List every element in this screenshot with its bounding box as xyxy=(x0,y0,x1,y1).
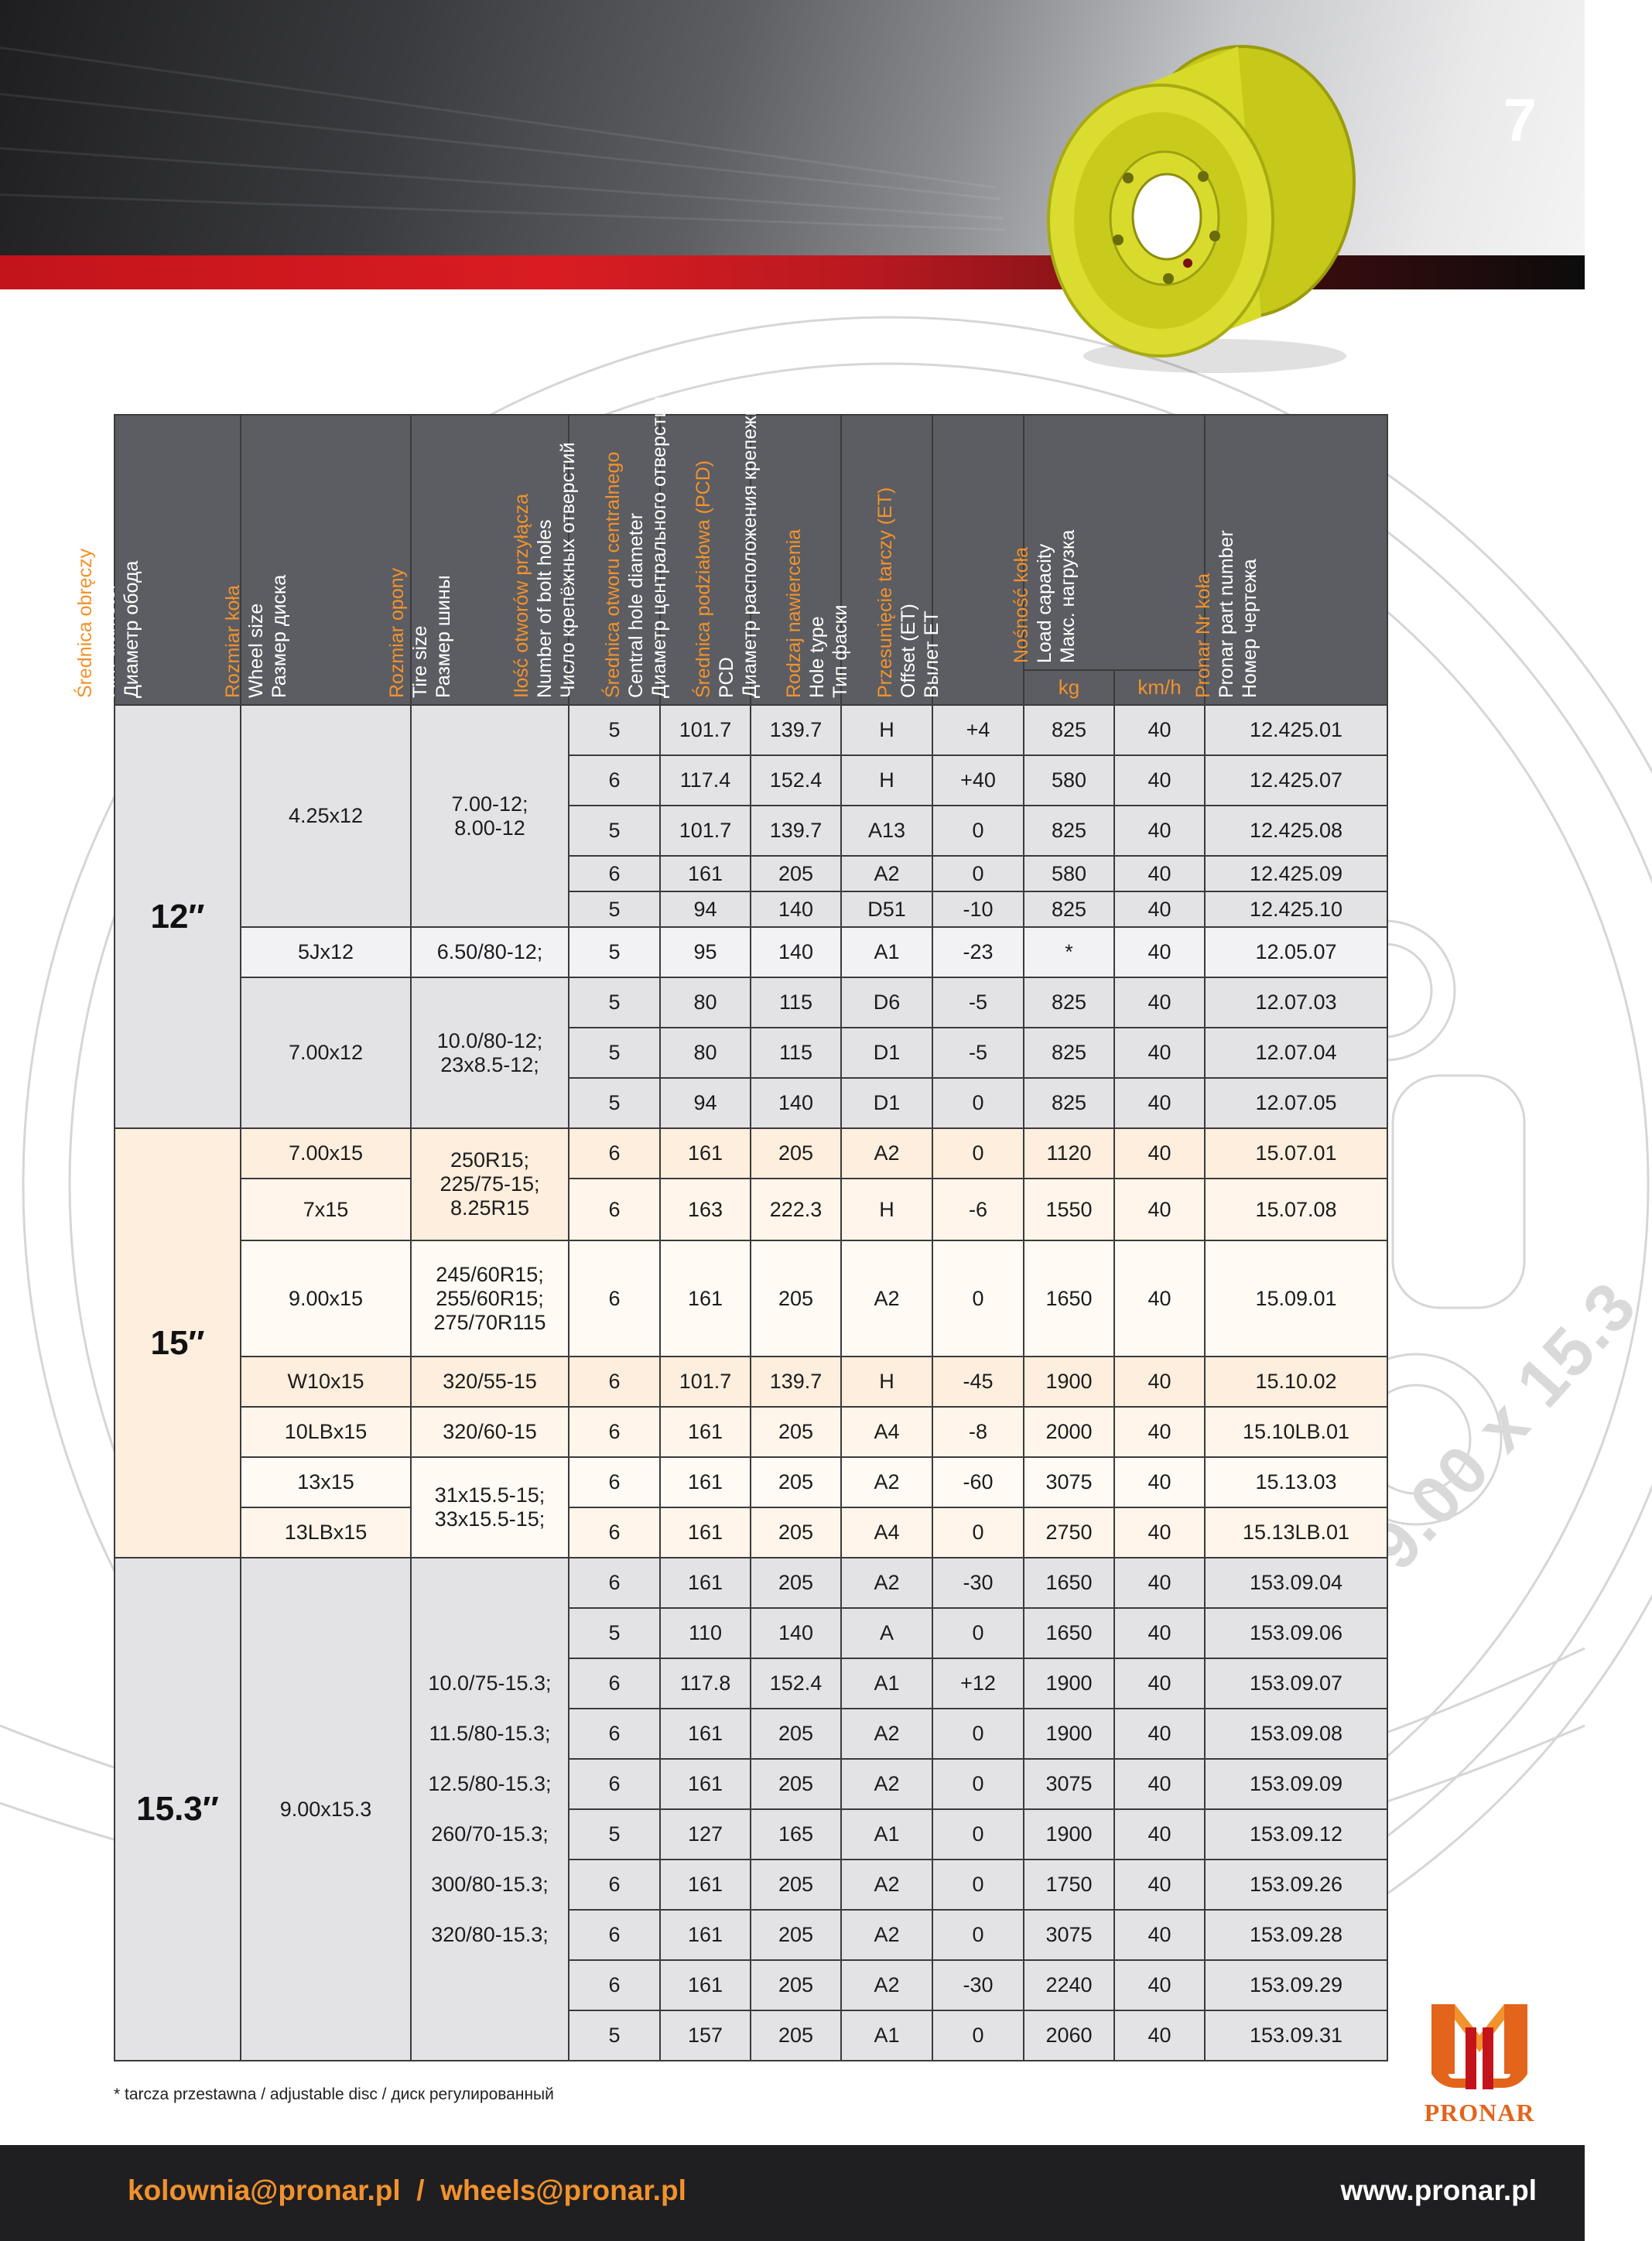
cell-pcd: 205 xyxy=(751,1558,841,1608)
cell-pcd: 139.7 xyxy=(751,1357,841,1407)
cell-load-kg: 1120 xyxy=(1024,1128,1114,1179)
footer xyxy=(0,2145,1585,2241)
cell-load-kg: 2060 xyxy=(1024,2010,1114,2061)
cell-pcd: 205 xyxy=(751,1960,841,2010)
cell-central-hole: 101.7 xyxy=(660,1357,751,1407)
cell-part-number: 153.09.29 xyxy=(1205,1960,1387,2010)
cell-holes: 5 xyxy=(569,891,660,927)
cell-speed: 40 xyxy=(1114,1860,1205,1910)
cell-pcd: 140 xyxy=(751,891,841,927)
cell-holes: 6 xyxy=(569,1960,660,2010)
wheel-size-cell: 10LBx15 xyxy=(241,1407,411,1457)
cell-central-hole: 161 xyxy=(660,1960,751,2010)
page-number: 7 xyxy=(1503,86,1537,154)
wheel-size-cell: 7.00x12 xyxy=(241,977,411,1128)
cell-offset: -45 xyxy=(932,1357,1024,1407)
wheel-image xyxy=(1029,39,1362,379)
cell-load-kg: 825 xyxy=(1024,1078,1114,1128)
cell-load-kg: 1900 xyxy=(1024,1809,1114,1860)
cell-speed: 40 xyxy=(1114,977,1205,1028)
wheel-size-cell: 13x15 xyxy=(241,1457,411,1507)
cell-hole-type: A13 xyxy=(841,806,932,856)
cell-hole-type: A2 xyxy=(841,1240,932,1357)
cell-pcd: 205 xyxy=(751,1860,841,1910)
wheel-size-cell: 9.00x15.3 xyxy=(241,1558,411,2061)
cell-offset: -5 xyxy=(932,1028,1024,1078)
cell-load-kg: 1650 xyxy=(1024,1240,1114,1357)
cell-pcd: 115 xyxy=(751,977,841,1028)
cell-central-hole: 80 xyxy=(660,1028,751,1078)
cell-holes: 6 xyxy=(569,1558,660,1608)
cell-central-hole: 161 xyxy=(660,1407,751,1457)
cell-offset: -23 xyxy=(932,927,1024,977)
cell-load-kg: 1750 xyxy=(1024,1860,1114,1910)
header-hole-type: Rodzaj nawiercenia Hole type Тип фаски xyxy=(841,415,932,705)
cell-offset: 0 xyxy=(932,1078,1024,1128)
cell-offset: -10 xyxy=(932,891,1024,927)
cell-central-hole: 101.7 xyxy=(660,705,751,755)
header-central-hole: Średnica otworu centralnego Central hole diameter Диаметр центрального отверстия xyxy=(660,415,751,705)
cell-hole-type: A1 xyxy=(841,1809,932,1860)
cell-hole-type: A2 xyxy=(841,1910,932,1960)
cell-central-hole: 161 xyxy=(660,1128,751,1179)
cell-speed: 40 xyxy=(1114,1658,1205,1709)
cell-pcd: 152.4 xyxy=(751,755,841,806)
cell-offset: -5 xyxy=(932,977,1024,1028)
wheel-spec-table xyxy=(74,381,1388,2061)
cell-speed: 40 xyxy=(1114,1028,1205,1078)
cell-central-hole: 161 xyxy=(660,1709,751,1759)
cell-part-number: 15.07.01 xyxy=(1205,1128,1387,1179)
cell-load-kg: 1900 xyxy=(1024,1357,1114,1407)
cell-load-kg: 825 xyxy=(1024,705,1114,755)
cell-speed: 40 xyxy=(1114,806,1205,856)
cell-central-hole: 110 xyxy=(660,1608,751,1658)
cell-central-hole: 101.7 xyxy=(660,806,751,856)
cell-hole-type: A4 xyxy=(841,1507,932,1558)
cell-pcd: 222.3 xyxy=(751,1179,841,1240)
cell-load-kg: 1550 xyxy=(1024,1179,1114,1240)
cell-offset: 0 xyxy=(932,1240,1024,1357)
cell-part-number: 153.09.26 xyxy=(1205,1860,1387,1910)
cell-hole-type: A xyxy=(841,1608,932,1658)
cell-hole-type: A4 xyxy=(841,1407,932,1457)
rim-12: 12″ xyxy=(115,705,241,1128)
cell-holes: 6 xyxy=(569,1507,660,1558)
cell-holes: 6 xyxy=(569,856,660,891)
cell-central-hole: 157 xyxy=(660,2010,751,2061)
cell-central-hole: 80 xyxy=(660,977,751,1028)
cell-hole-type: H xyxy=(841,705,932,755)
cell-hole-type: A2 xyxy=(841,1759,932,1809)
cell-holes: 6 xyxy=(569,1910,660,1960)
cell-speed: 40 xyxy=(1114,1558,1205,1608)
cell-offset: 0 xyxy=(932,1860,1024,1910)
cell-load-kg: 825 xyxy=(1024,1028,1114,1078)
cell-load-kg: 1900 xyxy=(1024,1709,1114,1759)
cell-offset: 0 xyxy=(932,1507,1024,1558)
cell-holes: 5 xyxy=(569,977,660,1028)
header-tire-size: Rozmiar opony Tire size Размер шины xyxy=(411,415,569,705)
footer-emails[interactable]: kolownia@pronar.pl / wheels@pronar.pl xyxy=(128,2174,686,2206)
cell-hole-type: A1 xyxy=(841,2010,932,2061)
logo-text: PRONAR xyxy=(1424,2099,1535,2126)
cell-pcd: 205 xyxy=(751,1910,841,1960)
cell-central-hole: 127 xyxy=(660,1809,751,1860)
cell-pcd: 205 xyxy=(751,1457,841,1507)
tire-size-cell: 245/60R15; 255/60R15; 275/70R115 xyxy=(411,1240,569,1357)
rim-15: 15″ xyxy=(115,1128,241,1558)
cell-part-number: 12.05.07 xyxy=(1205,927,1387,977)
cell-part-number: 15.10LB.01 xyxy=(1205,1407,1387,1457)
wheel-size-cell: 7x15 xyxy=(241,1179,411,1240)
cell-speed: 40 xyxy=(1114,1457,1205,1507)
wheel-size-cell: W10x15 xyxy=(241,1357,411,1407)
cell-offset: -60 xyxy=(932,1457,1024,1507)
unit-kg: kg xyxy=(1024,670,1114,705)
cell-pcd: 140 xyxy=(751,1608,841,1658)
cell-load-kg: 3075 xyxy=(1024,1457,1114,1507)
cell-offset: 0 xyxy=(932,1128,1024,1179)
cell-central-hole: 117.4 xyxy=(660,755,751,806)
cell-speed: 40 xyxy=(1114,1179,1205,1240)
cell-speed: 40 xyxy=(1114,1910,1205,1960)
cell-pcd: 115 xyxy=(751,1028,841,1078)
wheel-size-cell: 9.00x15 xyxy=(241,1240,411,1357)
tire-size-cell: 6.50/80-12; xyxy=(411,927,569,977)
cell-speed: 40 xyxy=(1114,1078,1205,1128)
header-bolt-holes: Ilość otworów przyłącza Number of bolt holes Число крепёжных отверстий xyxy=(569,415,660,705)
cell-central-hole: 161 xyxy=(660,856,751,891)
cell-offset: 0 xyxy=(932,1709,1024,1759)
cell-holes: 5 xyxy=(569,927,660,977)
cell-holes: 6 xyxy=(569,1128,660,1179)
tire-size-cell: 7.00-12; 8.00-12 xyxy=(411,705,569,927)
cell-part-number: 153.09.08 xyxy=(1205,1709,1387,1759)
cell-pcd: 205 xyxy=(751,1709,841,1759)
cell-hole-type: A2 xyxy=(841,1128,932,1179)
cell-pcd: 205 xyxy=(751,2010,841,2061)
cell-speed: 40 xyxy=(1114,1240,1205,1357)
cell-load-kg: 1650 xyxy=(1024,1608,1114,1658)
cell-part-number: 153.09.07 xyxy=(1205,1658,1387,1709)
cell-pcd: 165 xyxy=(751,1809,841,1860)
cell-hole-type: D1 xyxy=(841,1028,932,1078)
cell-part-number: 12.425.08 xyxy=(1205,806,1387,856)
cell-part-number: 153.09.06 xyxy=(1205,1608,1387,1658)
cell-hole-type: D6 xyxy=(841,977,932,1028)
cell-offset: 0 xyxy=(932,2010,1024,2061)
tire-size-cell: 250R15; 225/75-15; 8.25R15 xyxy=(411,1128,569,1240)
cell-part-number: 153.09.31 xyxy=(1205,2010,1387,2061)
cell-part-number: 15.07.08 xyxy=(1205,1179,1387,1240)
cell-offset: -8 xyxy=(932,1407,1024,1457)
cell-offset: +12 xyxy=(932,1658,1024,1709)
cell-part-number: 12.425.10 xyxy=(1205,891,1387,927)
cell-pcd: 205 xyxy=(751,856,841,891)
cell-central-hole: 161 xyxy=(660,1910,751,1960)
cell-holes: 5 xyxy=(569,705,660,755)
cell-part-number: 153.09.09 xyxy=(1205,1759,1387,1809)
cell-holes: 6 xyxy=(569,1759,660,1809)
cell-pcd: 205 xyxy=(751,1759,841,1809)
header-rim-diameter: Średnica obręczy Rim diameter Диаметр обода xyxy=(115,415,241,705)
cell-hole-type: A2 xyxy=(841,1709,932,1759)
footer-website[interactable]: www.pronar.pl xyxy=(1340,2174,1537,2206)
cell-pcd: 139.7 xyxy=(751,806,841,856)
footnote: * tarcza przestawna / adjustable disc / диск регулированный xyxy=(114,2085,554,2103)
unit-kmh: km/h xyxy=(1114,670,1205,705)
cell-holes: 6 xyxy=(569,1240,660,1357)
cell-pcd: 140 xyxy=(751,1078,841,1128)
cell-hole-type: A2 xyxy=(841,856,932,891)
cell-load-kg: 3075 xyxy=(1024,1910,1114,1960)
tire-size-cell: 320/55-15 xyxy=(411,1357,569,1407)
cell-offset: -30 xyxy=(932,1558,1024,1608)
header-pcd: Średnica podziałowa (PCD) PCD Диаметр расположения крепежных xyxy=(751,415,841,705)
cell-load-kg: * xyxy=(1024,927,1114,977)
cell-offset: -30 xyxy=(932,1960,1024,2010)
tire-size-cell: 320/60-15 xyxy=(411,1407,569,1457)
cell-hole-type: H xyxy=(841,755,932,806)
wheel-size-cell: 7.00x15 xyxy=(241,1128,411,1179)
cell-part-number: 153.09.04 xyxy=(1205,1558,1387,1608)
cell-central-hole: 94 xyxy=(660,1078,751,1128)
cell-hole-type: A1 xyxy=(841,1658,932,1709)
cell-speed: 40 xyxy=(1114,891,1205,927)
cell-central-hole: 94 xyxy=(660,891,751,927)
cell-load-kg: 1650 xyxy=(1024,1558,1114,1608)
cell-load-kg: 825 xyxy=(1024,806,1114,856)
cell-part-number: 153.09.12 xyxy=(1205,1809,1387,1860)
cell-holes: 6 xyxy=(569,1357,660,1407)
rim-15-3: 15.3″ xyxy=(115,1558,241,2061)
cell-central-hole: 163 xyxy=(660,1179,751,1240)
cell-load-kg: 2000 xyxy=(1024,1407,1114,1457)
cell-hole-type: H xyxy=(841,1357,932,1407)
cell-load-kg: 1900 xyxy=(1024,1658,1114,1709)
cell-offset: +4 xyxy=(932,705,1024,755)
cell-pcd: 205 xyxy=(751,1240,841,1357)
cell-load-kg: 580 xyxy=(1024,755,1114,806)
header-part-number: Pronar Nr koła Pronar part number Номер чертежа xyxy=(1205,415,1387,705)
tire-size-cell: 10.0/80-12; 23x8.5-12; xyxy=(411,977,569,1128)
cell-part-number: 15.13.03 xyxy=(1205,1457,1387,1507)
cell-hole-type: H xyxy=(841,1179,932,1240)
cell-central-hole: 161 xyxy=(660,1759,751,1809)
cell-central-hole: 161 xyxy=(660,1457,751,1507)
cell-speed: 40 xyxy=(1114,755,1205,806)
cell-holes: 5 xyxy=(569,1608,660,1658)
header-load-capacity: Nośność koła Load capacity Макс. нагрузка xyxy=(1024,415,1205,670)
cell-pcd: 139.7 xyxy=(751,705,841,755)
cell-load-kg: 2240 xyxy=(1024,1960,1114,2010)
tire-size-cell: 10.0/75-15.3; 11.5/80-15.3; 12.5/80-15.3; 260/70-15.3; 300/80-15.3; 320/80-15.3; xyxy=(411,1558,569,2061)
cell-speed: 40 xyxy=(1114,856,1205,891)
cell-holes: 5 xyxy=(569,2010,660,2061)
cell-holes: 6 xyxy=(569,1407,660,1457)
cell-holes: 5 xyxy=(569,806,660,856)
cell-offset: 0 xyxy=(932,1608,1024,1658)
tire-size-cell: 31x15.5-15; 33x15.5-15; xyxy=(411,1457,569,1558)
wheel-size-cell: 13LBx15 xyxy=(241,1507,411,1558)
cell-speed: 40 xyxy=(1114,1709,1205,1759)
cell-hole-type: D51 xyxy=(841,891,932,927)
cell-holes: 6 xyxy=(569,1179,660,1240)
cell-hole-type: A2 xyxy=(841,1457,932,1507)
cell-offset: -6 xyxy=(932,1179,1024,1240)
cell-hole-type: D1 xyxy=(841,1078,932,1128)
cell-part-number: 15.13LB.01 xyxy=(1205,1507,1387,1558)
cell-load-kg: 2750 xyxy=(1024,1507,1114,1558)
cell-central-hole: 161 xyxy=(660,1240,751,1357)
cell-offset: 0 xyxy=(932,1809,1024,1860)
cell-part-number: 12.425.07 xyxy=(1205,755,1387,806)
header-offset: Przesunięcie tarczy (ET) Offset (ET) Вылет ET xyxy=(932,415,1024,705)
background-size-label: 9.00 x 15.3 xyxy=(1354,1267,1651,1584)
cell-offset: 0 xyxy=(932,1759,1024,1809)
cell-load-kg: 580 xyxy=(1024,856,1114,891)
cell-pcd: 205 xyxy=(751,1507,841,1558)
cell-hole-type: A2 xyxy=(841,1860,932,1910)
cell-part-number: 153.09.28 xyxy=(1205,1910,1387,1960)
cell-pcd: 140 xyxy=(751,927,841,977)
cell-central-hole: 161 xyxy=(660,1507,751,1558)
cell-speed: 40 xyxy=(1114,1608,1205,1658)
cell-part-number: 15.09.01 xyxy=(1205,1240,1387,1357)
cell-hole-type: A2 xyxy=(841,1558,932,1608)
cell-holes: 5 xyxy=(569,1078,660,1128)
cell-holes: 6 xyxy=(569,1457,660,1507)
cell-speed: 40 xyxy=(1114,1507,1205,1558)
cell-load-kg: 825 xyxy=(1024,977,1114,1028)
cell-speed: 40 xyxy=(1114,1960,1205,2010)
cell-pcd: 205 xyxy=(751,1407,841,1457)
cell-part-number: 15.10.02 xyxy=(1205,1357,1387,1407)
cell-part-number: 12.425.01 xyxy=(1205,705,1387,755)
cell-central-hole: 161 xyxy=(660,1558,751,1608)
cell-offset: 0 xyxy=(932,1910,1024,1960)
header-wheel-size: Rozmiar koła Wheel size Размер диска xyxy=(241,415,411,705)
cell-central-hole: 95 xyxy=(660,927,751,977)
wheel-size-cell: 4.25x12 xyxy=(241,705,411,927)
cell-holes: 6 xyxy=(569,1658,660,1709)
cell-speed: 40 xyxy=(1114,705,1205,755)
cell-speed: 40 xyxy=(1114,1357,1205,1407)
cell-part-number: 12.07.05 xyxy=(1205,1078,1387,1128)
cell-central-hole: 117.8 xyxy=(660,1658,751,1709)
cell-holes: 6 xyxy=(569,755,660,806)
cell-load-kg: 825 xyxy=(1024,891,1114,927)
cell-offset: 0 xyxy=(932,856,1024,891)
cell-speed: 40 xyxy=(1114,1809,1205,1860)
cell-offset: 0 xyxy=(932,806,1024,856)
wheel-size-cell: 5Jx12 xyxy=(241,927,411,977)
cell-speed: 40 xyxy=(1114,2010,1205,2061)
cell-part-number: 12.07.03 xyxy=(1205,977,1387,1028)
cell-pcd: 205 xyxy=(751,1128,841,1179)
cell-part-number: 12.425.09 xyxy=(1205,856,1387,891)
cell-holes: 5 xyxy=(569,1809,660,1860)
cell-load-kg: 3075 xyxy=(1024,1759,1114,1809)
cell-central-hole: 161 xyxy=(660,1860,751,1910)
cell-offset: +40 xyxy=(932,755,1024,806)
cell-holes: 6 xyxy=(569,1709,660,1759)
cell-speed: 40 xyxy=(1114,1759,1205,1809)
cell-part-number: 12.07.04 xyxy=(1205,1028,1387,1078)
cell-speed: 40 xyxy=(1114,927,1205,977)
cell-hole-type: A2 xyxy=(841,1960,932,2010)
cell-hole-type: A1 xyxy=(841,927,932,977)
cell-holes: 5 xyxy=(569,1028,660,1078)
cell-holes: 6 xyxy=(569,1860,660,1910)
cell-speed: 40 xyxy=(1114,1128,1205,1179)
cell-speed: 40 xyxy=(1114,1407,1205,1457)
cell-pcd: 152.4 xyxy=(751,1658,841,1709)
